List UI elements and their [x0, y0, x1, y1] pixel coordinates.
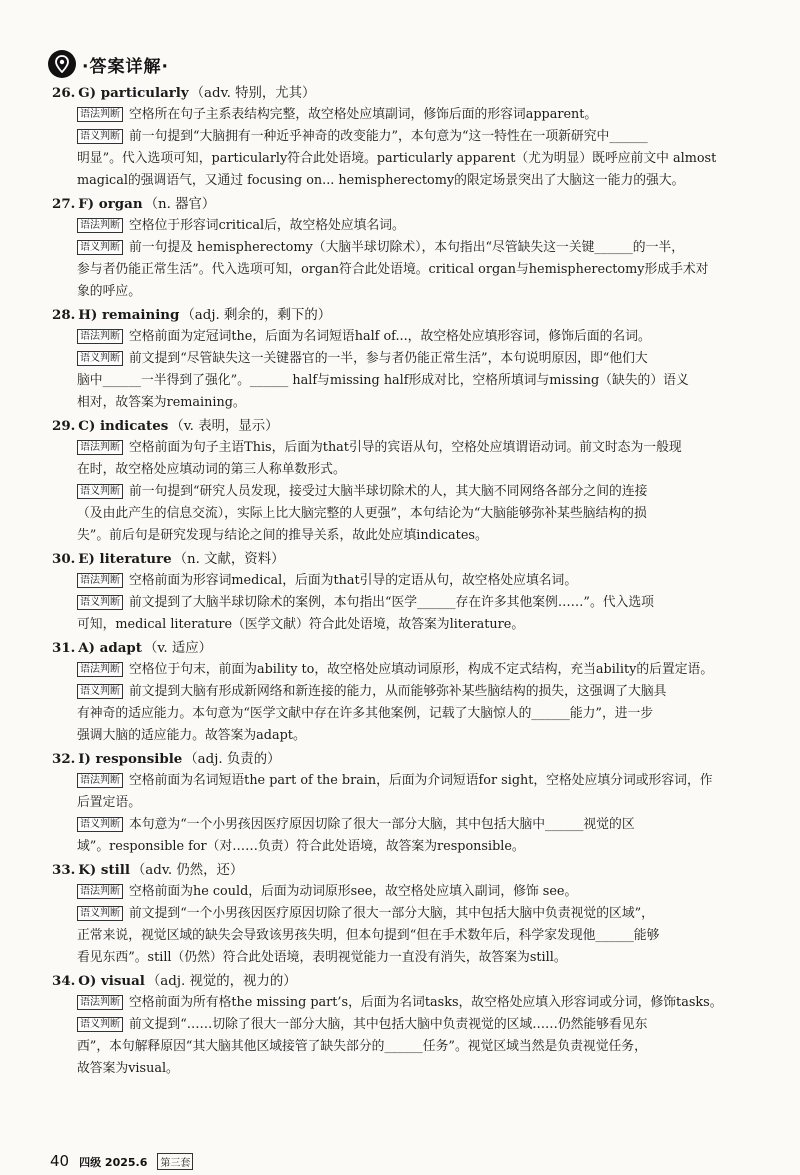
explanation-paragraph	[52, 881, 772, 903]
answer-word: G) particularly	[78, 85, 189, 101]
line-text: 前一句提及 hemispherectomy（大脑半球切除术），本句指出“尽管缺失这一关键______的一半，	[129, 240, 684, 255]
explanation-line	[77, 881, 772, 903]
line-text: 参与者仍能正常生活”。代入选项可知，organ符合此处语境。critical organ与hemispherectomy形成手术对	[77, 262, 709, 277]
entry-heading	[52, 637, 772, 659]
entry-heading	[52, 193, 772, 215]
question-number: 33.	[52, 862, 76, 878]
explanation-line	[77, 281, 772, 303]
line-text: 前文提到大脑有形成新网络和新连接的能力，从而能够弥补某些脑结构的损失，这强调了大脑具	[129, 684, 667, 699]
judgement-tag: 语法判断	[77, 773, 123, 788]
line-text: 空格前面为he could，后面为动词原形see，故空格处应填入副词，修饰 see。	[129, 884, 578, 899]
answer-word: C) indicates	[78, 418, 169, 434]
word-gloss: （adv. 仍然，还）	[131, 863, 244, 878]
line-text: 脑中______一半得到了强化”。______ half与missing half形成对比，空格所填词与missing（缺失的）语义	[77, 373, 689, 388]
line-text: 空格前面为形容词medical，后面为that引导的定语从句，故空格处应填名词。	[129, 573, 578, 588]
answer-entry	[52, 637, 772, 747]
answer-word: A) adapt	[78, 640, 142, 656]
explanation-paragraph	[52, 437, 772, 481]
section-title: ·答案详解·	[82, 56, 169, 77]
answer-entry	[52, 82, 772, 192]
judgement-tag: 语义判断	[77, 684, 123, 699]
word-gloss: （adj. 负责的）	[184, 752, 281, 767]
explanation-line	[77, 1014, 772, 1036]
explanation-line	[77, 437, 772, 459]
line-text: 空格前面为定冠词the，后面为名词短语half of...，故空格处应填形容词，修饰后面的名词。	[129, 329, 651, 344]
line-text: 看见东西”。still（仍然）符合此处语境，表明视觉能力一直没有消失，故答案为still。	[77, 950, 567, 965]
question-number: 30.	[52, 551, 76, 567]
location-pin-icon	[48, 50, 76, 78]
line-text: （及由此产生的信息交流），实际上比大脑完整的人更强”，本句结论为“大脑能够弥补某些脑结构的损	[77, 506, 647, 521]
explanation-line	[77, 614, 772, 636]
line-text: 后置定语。	[77, 795, 141, 810]
explanation-line	[77, 259, 772, 281]
explanation-line	[77, 1058, 772, 1080]
word-gloss: （n. 文献，资料）	[173, 552, 285, 567]
line-text: 本句意为“一个小男孩因医疗原因切除了很大一部分大脑，其中包括大脑中______视觉的区	[129, 817, 635, 832]
explanation-line	[77, 592, 772, 614]
explanation-line	[77, 992, 772, 1014]
judgement-tag: 语义判断	[77, 351, 123, 366]
explanation-line	[77, 126, 772, 148]
explanation-line	[77, 525, 772, 547]
judgement-tag: 语法判断	[77, 440, 123, 455]
explanation-line	[77, 148, 772, 170]
judgement-tag: 语义判断	[77, 240, 123, 255]
explanation-paragraph	[52, 814, 772, 858]
word-gloss: （adv. 特别，尤其）	[190, 86, 316, 101]
page-number: 40	[50, 1152, 70, 1170]
volume-label: 第三套	[157, 1153, 193, 1170]
explanation-line	[77, 459, 772, 481]
word-gloss: （n. 器官）	[144, 197, 216, 212]
judgement-tag: 语义判断	[77, 817, 123, 832]
question-number: 32.	[52, 751, 76, 767]
line-text: 空格前面为句子主语This，后面为that引导的宾语从句，空格处应填谓语动词。前文时态为一般现	[129, 440, 682, 455]
question-number: 28.	[52, 307, 76, 323]
explanation-paragraph	[52, 104, 772, 126]
entry-heading	[52, 748, 772, 770]
answer-word: E) literature	[78, 551, 172, 567]
answer-word: O) visual	[78, 973, 145, 989]
explanation-line	[77, 481, 772, 503]
answer-entry	[52, 859, 772, 969]
entry-heading	[52, 859, 772, 881]
explanation-paragraph	[52, 215, 772, 237]
explanation-line	[77, 326, 772, 348]
judgement-tag: 语法判断	[77, 995, 123, 1010]
answer-entry	[52, 970, 772, 1080]
line-text: 相对，故答案为remaining。	[77, 395, 246, 410]
explanation-paragraph	[52, 659, 772, 681]
explanation-paragraph	[52, 570, 772, 592]
question-number: 27.	[52, 196, 76, 212]
answer-entry	[52, 193, 772, 303]
line-text: 明显”。代入选项可知，particularly符合此处语境。particularly apparent（尤为明显）既呼应前文中 almost	[77, 151, 717, 166]
explanation-paragraph	[52, 237, 772, 303]
explanation-line	[77, 703, 772, 725]
judgement-tag: 语法判断	[77, 662, 123, 677]
explanation-paragraph	[52, 903, 772, 969]
line-text: 失”。前后句是研究发现与结论之间的推导关系，故此处应填indicates。	[77, 528, 488, 543]
question-number: 26.	[52, 85, 76, 101]
explanation-line	[77, 681, 772, 703]
line-text: 象的呼应。	[77, 284, 141, 299]
answer-word: I) responsible	[78, 751, 183, 767]
explanation-line	[77, 836, 772, 858]
explanation-line	[77, 348, 772, 370]
question-number: 31.	[52, 640, 76, 656]
judgement-tag: 语义判断	[77, 595, 123, 610]
explanation-line	[77, 659, 772, 681]
explanation-line	[77, 370, 772, 392]
line-text: 西”，本句解释原因“其大脑其他区域接管了缺失部分的______任务”。视觉区域当然是负责视觉任务，	[77, 1039, 647, 1054]
judgement-tag: 语法判断	[77, 573, 123, 588]
explanation-paragraph	[52, 992, 772, 1014]
word-gloss: （v. 表明，显示）	[170, 419, 279, 434]
explanation-line	[77, 770, 772, 792]
line-text: 空格前面为名词短语the part of the brain，后面为介词短语for sight，空格处应填分词或形容词，作	[129, 773, 713, 788]
entry-heading	[52, 304, 772, 326]
line-text: 空格所在句子主系表结构完整，故空格处应填副词，修饰后面的形容词apparent。	[129, 107, 598, 122]
entry-heading	[52, 82, 772, 104]
explanation-paragraph	[52, 592, 772, 636]
line-text: 强调大脑的适应能力。故答案为adapt。	[77, 728, 306, 743]
explanation-line	[77, 725, 772, 747]
explanation-line	[77, 104, 772, 126]
page-footer	[50, 1152, 193, 1170]
line-text: 前文提到“一个小男孩因医疗原因切除了很大一部分大脑，其中包括大脑中负责视觉的区域”，	[129, 906, 654, 921]
line-text: 前文提到“……切除了很大一部分大脑，其中包括大脑中负责视觉的区域……仍然能够看见东	[129, 1017, 648, 1032]
judgement-tag: 语法判断	[77, 329, 123, 344]
word-gloss: （adj. 剩余的，剩下的）	[181, 308, 332, 323]
line-text: 前一句提到“研究人员发现，接受过大脑半球切除术的人，其大脑不同网络各部分之间的连接	[129, 484, 648, 499]
judgement-tag: 语义判断	[77, 484, 123, 499]
explanation-line	[77, 570, 772, 592]
answer-entry	[52, 415, 772, 547]
entry-heading	[52, 548, 772, 570]
explanation-line	[77, 814, 772, 836]
question-number: 34.	[52, 973, 76, 989]
answer-entry	[52, 304, 772, 414]
line-text: 在时，故空格处应填动词的第三人称单数形式。	[77, 462, 346, 477]
judgement-tag: 语法判断	[77, 107, 123, 122]
explanation-line	[77, 215, 772, 237]
judgement-tag: 语法判断	[77, 218, 123, 233]
line-text: 前一句提到“大脑拥有一种近乎神奇的改变能力”，本句意为“这一特性在一项新研究中______	[129, 129, 648, 144]
explanation-paragraph	[52, 770, 772, 814]
explanation-line	[77, 792, 772, 814]
line-text: magical的强调语气，又通过 focusing on... hemispherectomy的限定场景突出了大脑这一能力的强大。	[77, 173, 685, 188]
explanation-line	[77, 170, 772, 192]
explanation-line	[77, 503, 772, 525]
judgement-tag: 语义判断	[77, 906, 123, 921]
judgement-tag: 语义判断	[77, 129, 123, 144]
line-text: 有神奇的适应能力。本句意为“医学文献中存在许多其他案例，记载了大脑惊人的______能力”，进一步	[77, 706, 654, 721]
answer-word: F) organ	[78, 196, 143, 212]
explanation-line	[77, 903, 772, 925]
section-header	[48, 50, 169, 78]
entry-heading	[52, 415, 772, 437]
judgement-tag: 语义判断	[77, 1017, 123, 1032]
question-number: 29.	[52, 418, 76, 434]
explanation-line	[77, 392, 772, 414]
word-gloss: （adj. 视觉的，视力的）	[146, 974, 297, 989]
line-text: 空格位于句末，前面为ability to，故空格处应填动词原形，构成不定式结构，充当ability的后置定语。	[129, 662, 714, 677]
explanation-line	[77, 1036, 772, 1058]
line-text: 可知，medical literature（医学文献）符合此处语境，故答案为literature。	[77, 617, 525, 632]
explanation-paragraph	[52, 481, 772, 547]
entry-heading	[52, 970, 772, 992]
explanation-paragraph	[52, 326, 772, 348]
line-text: 前文提到了大脑半球切除术的案例，本句指出“医学______存在许多其他案例……”。代入选项	[129, 595, 654, 610]
answer-word: K) still	[78, 862, 130, 878]
judgement-tag: 语法判断	[77, 884, 123, 899]
explanation-paragraph	[52, 126, 772, 192]
answer-explanations	[52, 82, 772, 1081]
line-text: 故答案为visual。	[77, 1061, 179, 1076]
explanation-line	[77, 925, 772, 947]
answer-entry	[52, 548, 772, 636]
explanation-paragraph	[52, 681, 772, 747]
line-text: 域”。responsible for（对……负责）符合此处语境，故答案为responsible。	[77, 839, 525, 854]
explanation-line	[77, 947, 772, 969]
explanation-paragraph	[52, 1014, 772, 1080]
word-gloss: （v. 适应）	[143, 641, 213, 656]
line-text: 空格前面为所有格the missing part’s，后面为名词tasks，故空格处应填入形容词或分词，修饰tasks。	[129, 995, 723, 1010]
line-text: 正常来说，视觉区域的缺失会导致该男孩失明，但本句提到“但在手术数年后，科学家发现他______能够	[77, 928, 660, 943]
explanation-line	[77, 237, 772, 259]
magazine-issue: 四级 2025.6	[79, 1156, 148, 1169]
line-text: 前文提到“尽管缺失这一关键器官的一半，参与者仍能正常生活”，本句说明原因，即“他们大	[129, 351, 648, 366]
answer-word: H) remaining	[78, 307, 180, 323]
explanation-paragraph	[52, 348, 772, 414]
line-text: 空格位于形容词critical后，故空格处应填名词。	[129, 218, 405, 233]
answer-entry	[52, 748, 772, 858]
